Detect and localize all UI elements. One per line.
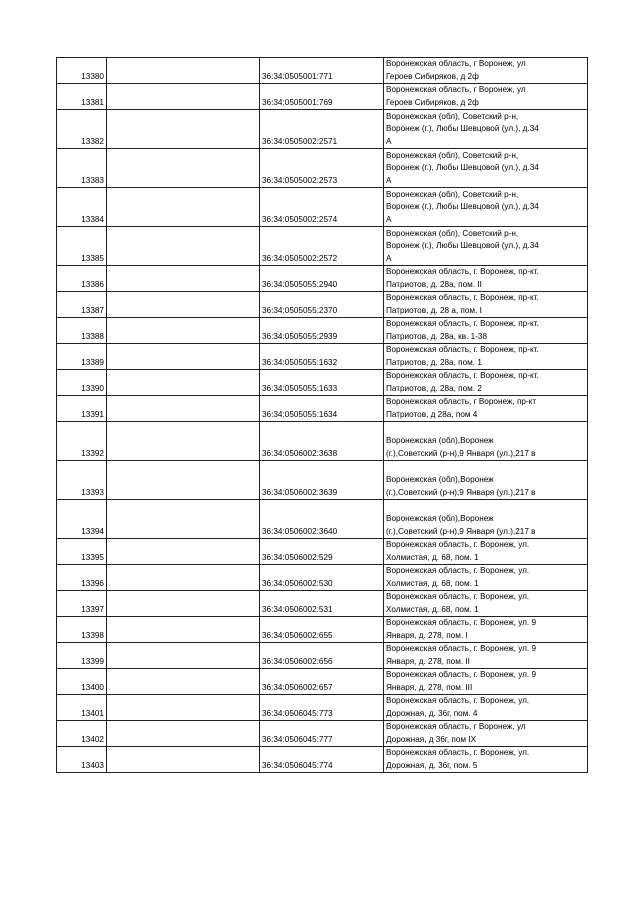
empty-cell xyxy=(107,669,260,695)
table-row xyxy=(57,500,588,539)
table-row xyxy=(57,188,588,227)
empty-cell xyxy=(107,149,260,188)
cadastral-number-cell: 36:34:0505055:2370 xyxy=(260,292,384,318)
cadastral-number-cell: 36:34:0506002:655 xyxy=(260,617,384,643)
address-line: Воронежская область, г. Воронеж, ул. 9 xyxy=(386,670,537,679)
address-line: Воронежская область, г Воронеж, ул xyxy=(386,85,526,94)
address-cell xyxy=(384,539,588,565)
table-row xyxy=(57,318,588,344)
address-cell xyxy=(384,565,588,591)
empty-cell xyxy=(107,539,260,565)
address-line: Воронежская область, г Воронеж, ул xyxy=(386,59,526,68)
table-row xyxy=(57,422,588,461)
table-row xyxy=(57,695,588,721)
address-cell xyxy=(384,188,588,227)
row-number-cell: 13385 xyxy=(57,227,107,266)
empty-cell xyxy=(107,747,260,773)
table-row xyxy=(57,370,588,396)
address-cell xyxy=(384,617,588,643)
cadastral-number-cell: 36:34:0506002:529 xyxy=(260,539,384,565)
address-line: Воронежская (обл), Советский р-н, xyxy=(386,189,519,199)
row-number-cell: 13393 xyxy=(57,461,107,500)
cadastral-number-cell: 36:34:0505002:2572 xyxy=(260,227,384,266)
registry-table xyxy=(56,57,588,773)
address-line: Января, д. 278, пом. I xyxy=(386,630,468,640)
row-number-cell: 13384 xyxy=(57,188,107,227)
address-line: Патриотов, д. 28а, пом. 2 xyxy=(386,383,482,393)
cadastral-number-cell: 36:34:0506002:656 xyxy=(260,643,384,669)
address-line: Воронеж (г.), Любы Шевцовой (ул.), д.34 xyxy=(386,163,539,172)
cadastral-number-cell: 36:34:0505002:2574 xyxy=(260,188,384,227)
row-number-cell: 13392 xyxy=(57,422,107,461)
address-line: А xyxy=(386,214,392,224)
address-line: (г.),Советский (р-н),9 Января (ул.),217 в xyxy=(386,487,536,497)
table-row xyxy=(57,747,588,773)
address-cell xyxy=(384,591,588,617)
address-line: Воронежская область, г. Воронеж, пр-кт. xyxy=(386,371,539,380)
address-line: Патриотов, д. 28 а, пом. I xyxy=(386,305,482,315)
cadastral-number-cell: 36:34:0506045:774 xyxy=(260,747,384,773)
address-line: Воронежская (обл),Воронеж xyxy=(386,436,494,445)
empty-cell xyxy=(107,227,260,266)
address-cell xyxy=(384,669,588,695)
address-line: Воронежская область, г. Воронеж, ул. xyxy=(386,566,530,575)
empty-cell xyxy=(107,188,260,227)
address-line: Дорожная, д. 36г, пом. 4 xyxy=(386,708,478,718)
address-line: Воронежская (обл), Советский р-н, xyxy=(386,228,519,238)
cadastral-number-cell: 36:34:0505055:1634 xyxy=(260,396,384,422)
row-number-cell: 13381 xyxy=(57,84,107,110)
address-line: Января, д. 278, пом. II xyxy=(386,656,470,666)
table-row xyxy=(57,227,588,266)
row-number-cell: 13394 xyxy=(57,500,107,539)
row-number-cell: 13402 xyxy=(57,721,107,747)
empty-cell xyxy=(107,266,260,292)
cadastral-number-cell: 36:34:0505055:1633 xyxy=(260,370,384,396)
empty-cell xyxy=(107,58,260,84)
empty-cell xyxy=(107,721,260,747)
table-row xyxy=(57,721,588,747)
row-number-cell: 13391 xyxy=(57,396,107,422)
address-line: Патриотов, д. 28а, пом. II xyxy=(386,279,482,289)
row-number-cell: 13382 xyxy=(57,110,107,149)
address-line: А xyxy=(386,175,392,185)
cadastral-number-cell: 36:34:0505055:1632 xyxy=(260,344,384,370)
address-line: Воронеж (г.), Любы Шевцовой (ул.), д.34 xyxy=(386,124,539,133)
address-cell xyxy=(384,292,588,318)
empty-cell xyxy=(107,110,260,149)
empty-cell xyxy=(107,695,260,721)
address-line: (г.),Советский (р-н),9 Января (ул.),217 в xyxy=(386,448,536,458)
address-line: Воронежская (обл),Воронеж xyxy=(386,475,494,484)
address-cell xyxy=(384,84,588,110)
address-cell xyxy=(384,149,588,188)
address-cell xyxy=(384,396,588,422)
address-line: Января, д. 278, пом. III xyxy=(386,682,473,692)
document-page xyxy=(56,57,587,773)
address-cell xyxy=(384,721,588,747)
row-number-cell: 13398 xyxy=(57,617,107,643)
address-line: Воронежская область, г. Воронеж, пр-кт. xyxy=(386,319,539,328)
table-row xyxy=(57,617,588,643)
empty-cell xyxy=(107,396,260,422)
address-line: Воронежская область, г Воронеж, ул xyxy=(386,722,526,731)
address-line: Воронежская область, г. Воронеж, ул. xyxy=(386,540,530,549)
cadastral-number-cell: 36:34:0505055:2940 xyxy=(260,266,384,292)
row-number-cell: 13383 xyxy=(57,149,107,188)
address-line: Воронежская (обл), Советский р-н, xyxy=(386,111,519,121)
cadastral-number-cell: 36:34:0506002:3638 xyxy=(260,422,384,461)
cadastral-number-cell: 36:34:0505002:2573 xyxy=(260,149,384,188)
empty-cell xyxy=(107,461,260,500)
table-row xyxy=(57,591,588,617)
table-row xyxy=(57,565,588,591)
address-cell xyxy=(384,643,588,669)
cadastral-number-cell: 36:34:0506002:3640 xyxy=(260,500,384,539)
row-number-cell: 13396 xyxy=(57,565,107,591)
empty-cell xyxy=(107,370,260,396)
table-row xyxy=(57,58,588,84)
row-number-cell: 13387 xyxy=(57,292,107,318)
table-row xyxy=(57,292,588,318)
cadastral-number-cell: 36:34:0505001:769 xyxy=(260,84,384,110)
address-line: Воронежская (обл),Воронеж xyxy=(386,514,494,523)
row-number-cell: 13401 xyxy=(57,695,107,721)
cadastral-number-cell: 36:34:0505001:771 xyxy=(260,58,384,84)
empty-cell xyxy=(107,84,260,110)
address-line: Воронежская область, г. Воронеж, пр-кт. xyxy=(386,293,539,302)
cadastral-number-cell: 36:34:0506002:657 xyxy=(260,669,384,695)
empty-cell xyxy=(107,422,260,461)
address-cell xyxy=(384,422,588,461)
empty-cell xyxy=(107,565,260,591)
address-line: Дорожная, д 36г, пом IX xyxy=(386,734,477,744)
address-line: Патриотов, д 28а, пом 4 xyxy=(386,409,478,419)
address-cell xyxy=(384,344,588,370)
cadastral-number-cell: 36:34:0506002:531 xyxy=(260,591,384,617)
address-line: Воронежская область, г. Воронеж, ул. xyxy=(386,696,530,705)
table-row xyxy=(57,110,588,149)
address-line: Воронежская область, г Воронеж, пр-кт xyxy=(386,397,537,406)
cadastral-number-cell: 36:34:0505002:2571 xyxy=(260,110,384,149)
address-line: А xyxy=(386,253,392,263)
row-number-cell: 13386 xyxy=(57,266,107,292)
address-cell xyxy=(384,58,588,84)
address-line: Воронежская область, г. Воронеж, ул. xyxy=(386,748,530,757)
address-cell xyxy=(384,500,588,539)
row-number-cell: 13399 xyxy=(57,643,107,669)
address-cell xyxy=(384,318,588,344)
table-row xyxy=(57,643,588,669)
address-cell xyxy=(384,695,588,721)
cadastral-number-cell: 36:34:0506045:773 xyxy=(260,695,384,721)
registry-table-body xyxy=(57,58,588,773)
address-cell xyxy=(384,747,588,773)
address-line: Воронежская область, г. Воронеж, ул. xyxy=(386,592,530,601)
table-row xyxy=(57,539,588,565)
address-line: Воронежская область, г. Воронеж, ул. 9 xyxy=(386,618,537,627)
empty-cell xyxy=(107,617,260,643)
address-line: Воронежская (обл), Советский р-н, xyxy=(386,150,519,160)
table-row xyxy=(57,669,588,695)
address-line: (г.),Советский (р-н),9 Января (ул.),217 в xyxy=(386,526,536,536)
address-cell xyxy=(384,266,588,292)
address-cell xyxy=(384,461,588,500)
address-line: Холмистая, д. 68, пом. 1 xyxy=(386,578,479,588)
address-line: Героев Сибиряков, д 2ф xyxy=(386,71,479,81)
row-number-cell: 13403 xyxy=(57,747,107,773)
table-row xyxy=(57,84,588,110)
cadastral-number-cell: 36:34:0505055:2939 xyxy=(260,318,384,344)
address-line: Дорожная, д. 36г, пом. 5 xyxy=(386,760,478,770)
table-row xyxy=(57,396,588,422)
address-line: А xyxy=(386,136,392,146)
address-line: Воронеж (г.), Любы Шевцовой (ул.), д.34 xyxy=(386,241,539,250)
empty-cell xyxy=(107,318,260,344)
address-line: Патриотов, д. 28а, кв. 1-38 xyxy=(386,331,488,341)
table-row xyxy=(57,266,588,292)
cadastral-number-cell: 36:34:0506002:530 xyxy=(260,565,384,591)
address-line: Патриотов, д. 28а, пом. 1 xyxy=(386,357,482,367)
address-line: Героев Сибиряков, д 2ф xyxy=(386,97,479,107)
address-line: Воронеж (г.), Любы Шевцовой (ул.), д.34 xyxy=(386,202,539,211)
empty-cell xyxy=(107,500,260,539)
address-line: Воронежская область, г. Воронеж, ул. 9 xyxy=(386,644,537,653)
cadastral-number-cell: 36:34:0506002:3639 xyxy=(260,461,384,500)
empty-cell xyxy=(107,591,260,617)
empty-cell xyxy=(107,292,260,318)
row-number-cell: 13400 xyxy=(57,669,107,695)
address-line: Холмистая, д. 68, пом. 1 xyxy=(386,604,479,614)
row-number-cell: 13389 xyxy=(57,344,107,370)
table-row xyxy=(57,461,588,500)
address-cell xyxy=(384,227,588,266)
table-row xyxy=(57,149,588,188)
address-cell xyxy=(384,110,588,149)
row-number-cell: 13388 xyxy=(57,318,107,344)
row-number-cell: 13390 xyxy=(57,370,107,396)
address-cell xyxy=(384,370,588,396)
address-line: Воронежская область, г. Воронеж, пр-кт. xyxy=(386,345,539,354)
empty-cell xyxy=(107,643,260,669)
address-line: Воронежская область, г. Воронеж, пр-кт. xyxy=(386,267,539,276)
empty-cell xyxy=(107,344,260,370)
row-number-cell: 13380 xyxy=(57,58,107,84)
row-number-cell: 13395 xyxy=(57,539,107,565)
table-row xyxy=(57,344,588,370)
address-line: Холмистая, д. 68, пом. 1 xyxy=(386,552,479,562)
row-number-cell: 13397 xyxy=(57,591,107,617)
cadastral-number-cell: 36:34:0506045:777 xyxy=(260,721,384,747)
